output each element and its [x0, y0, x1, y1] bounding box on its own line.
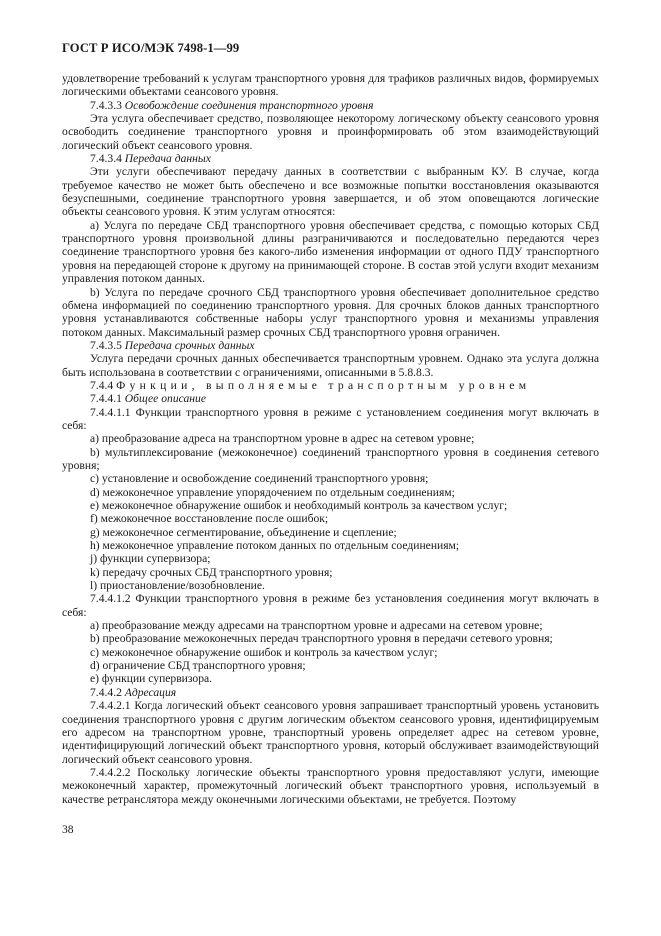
section-title: Функции, выполняемые транспортным уровнем — [116, 378, 531, 392]
body-paragraph: b) преобразование межоконечных передач транспортного уровня в передачи сетевого уровня; — [90, 632, 553, 646]
section-title: Передача данных — [124, 152, 211, 166]
section-heading — [62, 686, 599, 699]
body-paragraph: g) межоконечное сегментирование, объединение и сцепление; — [90, 525, 397, 539]
body-paragraph: 7.4.4.2.1 Когда логический объект сеансового уровня запрашивает транспортный уровень установить соединения транспортного уровня с другим логическим объектом сеансового уровня, идентифицируемым его адресом на транспортном уровне, транспортный уровень определяет адрес на сетевом уровне, идентифицирующий логический объект транспортного уровня, который обслуживает взаимодействующий логический объект сеансового уровня. — [62, 699, 599, 766]
body-paragraph: j) функции супервизора; — [90, 552, 211, 566]
section-heading — [62, 152, 599, 165]
section-heading — [62, 379, 599, 392]
section-heading — [62, 99, 599, 112]
section-title: Адресация — [124, 685, 177, 699]
section-number: 7.4.3.5 — [90, 338, 122, 352]
body-paragraph: d) ограничение СБД транспортного уровня; — [90, 659, 306, 673]
body-paragraph: 7.4.4.2.2 Поскольку логические объекты транспортного уровня предоставляют услуги, имеющие межоконечный характер, промежуточный логический объект транспортного уровня, используемый в качестве ретранслятора между оконечными логическими объектами, не требуется. Поэтому — [62, 765, 599, 806]
body-paragraph: h) межоконечное управление потоком данных по отдельным соединениям; — [90, 539, 460, 553]
body-paragraph: f) межоконечное восстановление после ошибок; — [90, 512, 329, 526]
section-heading — [62, 392, 599, 405]
page-number: 38 — [62, 823, 74, 836]
body-paragraph: Эта услуга обеспечивает средство, позволяющее некоторому логическому объекту сеансового уровня освободить соединение транспортного уровня и проинформировать об этом взаимодействующий логический объект сеансового уровня. — [62, 112, 599, 152]
section-number: 7.4.4.2 — [90, 685, 122, 699]
section-heading — [62, 339, 599, 352]
section-title: Общее описание — [124, 392, 206, 406]
body-paragraph: l) приостановление/возобновление. — [90, 579, 265, 593]
document-body — [62, 72, 599, 806]
body-paragraph: c) межоконечное обнаружение ошибок и контроль за качеством услуг; — [90, 645, 438, 659]
body-paragraph: e) межоконечное обнаружение ошибок и необходимый контроль за качеством услуг; — [90, 499, 508, 512]
body-paragraph: b) Услуга по передаче срочного СБД транспортного уровня обеспечивает дополнительное средство обмена информацией по соединению транспортного уровня. Для срочных блоков данных транспортного уровня устанавливаются собственные наборы услуг транспортного уровня и механизмы управления потоком данных. Максимальный размер срочных СБД транспортного уровня ограничен. — [62, 285, 599, 339]
body-paragraph: e) функции супервизора. — [90, 672, 213, 686]
document-header: ГОСТ Р ИСО/МЭК 7498-1—99 — [62, 41, 240, 55]
section-number: 7.4.3.3 — [90, 98, 122, 112]
body-paragraph: Услуга передачи срочных данных обеспечивается транспортным уровнем. Однако эта услуга должна быть использована в соответствии с ограничениями, описанными в 5.8.8.3. — [62, 352, 599, 379]
body-paragraph: a) Услуга по передаче СБД транспортного уровня обеспечивает средства, с помощью которых СБД транспортного уровня произвольной длины разграничиваются и последовательно передаются через соединение транспортного уровня без какого-либо изменения информации от одного ПДУ транспортного уровня на передающей стороне к другому на принимающей стороне. В состав этой услуги входит механизм управления потоком данных. — [62, 218, 599, 286]
body-paragraph: удовлетворение требований к услугам транспортного уровня для трафиков различных видов, формируемых логическими объектами сеансового уровня. — [62, 72, 599, 99]
body-paragraph: a) преобразование между адресами на транспортном уровне и адресами на сетевом уровне; — [90, 619, 543, 633]
section-number: 7.4.4 — [90, 378, 114, 392]
body-paragraph: 7.4.4.1.2 Функции транспортного уровня в режиме без установления соединения могут включать в себя: — [62, 592, 599, 619]
section-number: 7.4.4.1 — [90, 392, 122, 406]
body-paragraph: Эти услуги обеспечивают передачу данных в соответствии с выбранным КУ. В случае, когда требуемое качество не может быть обеспечено и все возможные попытки восстановления оказываются безуспешными, соединение транспортного уровня завершается, и об этом оповещаются логические объекты сеансового уровня. К этим услугам относятся: — [62, 165, 599, 219]
section-number: 7.4.3.4 — [90, 152, 122, 166]
body-paragraph: d) межоконечное управление упорядочением по отдельным соединениям; — [90, 485, 455, 499]
body-paragraph: a) преобразование адреса на транспортном уровне в адрес на сетевом уровне; — [90, 432, 475, 446]
body-paragraph: k) передачу срочных СБД транспортного уровня; — [90, 565, 333, 579]
section-title: Освобождение соединения транспортного уровня — [124, 98, 374, 112]
body-paragraph: 7.4.4.1.1 Функции транспортного уровня в режиме с установлением соединения могут включать в себя: — [62, 405, 599, 432]
section-title: Передача срочных данных — [124, 338, 255, 352]
body-paragraph: b) мультиплексирование (межоконечное) соединений транспортного уровня в соединения сетевого уровня; — [62, 445, 599, 472]
body-paragraph: c) установление и освобождение соединений транспортного уровня; — [90, 472, 429, 486]
